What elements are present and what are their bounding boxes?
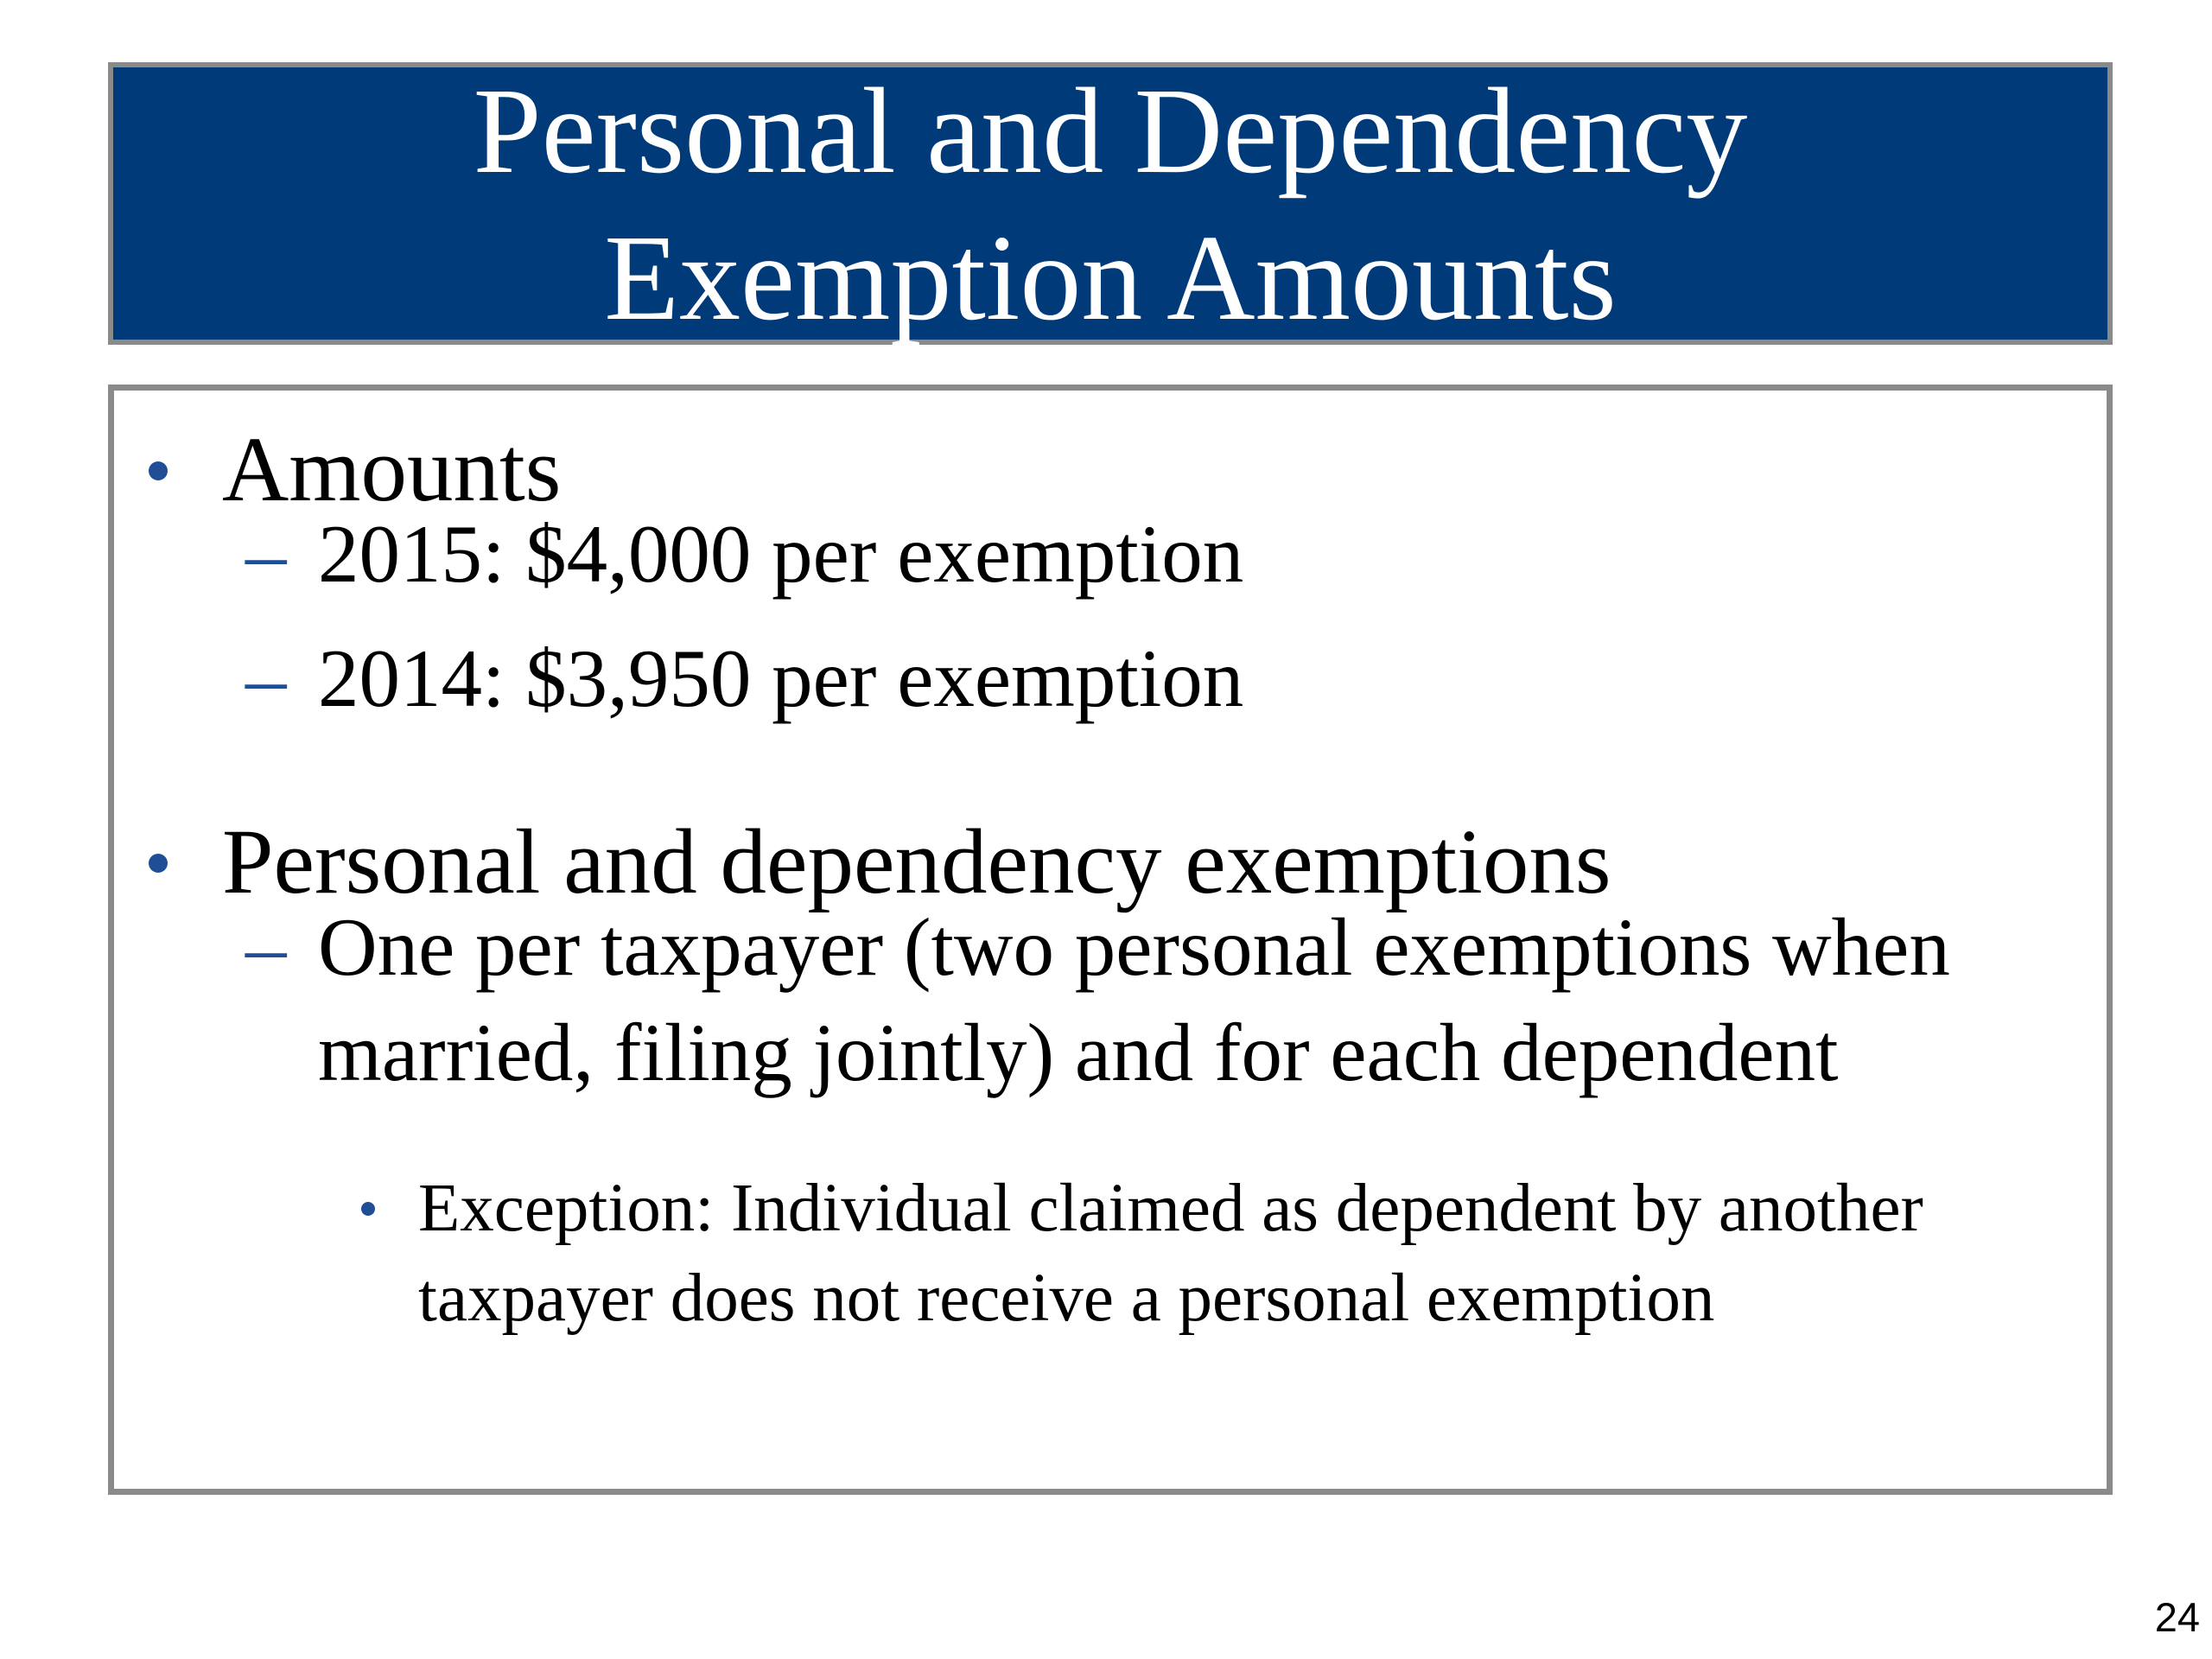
slide-title-line-2: Exemption Amounts: [604, 208, 1617, 346]
sub-sub-item-exception-line-2: taxpayer does not receive a personal exemption: [418, 1261, 1715, 1336]
bullet-personal-dependency: Personal and dependency exemptions: [222, 811, 1611, 913]
bullet-icon: [149, 461, 168, 480]
content-frame: [108, 385, 2113, 1495]
sub-item-2015: 2015: $4,000 per exemption: [318, 508, 1244, 600]
page-number: 24: [2154, 1594, 2200, 1640]
slide-title-line-1: Personal and Dependency: [473, 61, 1748, 199]
bullet-icon: [361, 1202, 375, 1216]
sub-item-2014: 2014: $3,950 per exemption: [318, 632, 1244, 724]
dash-icon: –: [245, 632, 287, 724]
sub-item-one-per-taxpayer-line-1: One per taxpayer (two personal exemptions when: [318, 901, 1950, 993]
bullet-amounts: Amounts: [222, 419, 562, 521]
dash-icon: –: [245, 901, 287, 993]
sub-item-one-per-taxpayer-line-2: married, filing jointly) and for each dependent: [318, 1007, 1839, 1098]
sub-sub-item-exception-line-1: Exception: Individual claimed as dependent by another: [418, 1171, 1923, 1246]
bullet-icon: [149, 854, 168, 873]
title-banner: [108, 62, 2113, 345]
dash-icon: –: [245, 508, 287, 600]
